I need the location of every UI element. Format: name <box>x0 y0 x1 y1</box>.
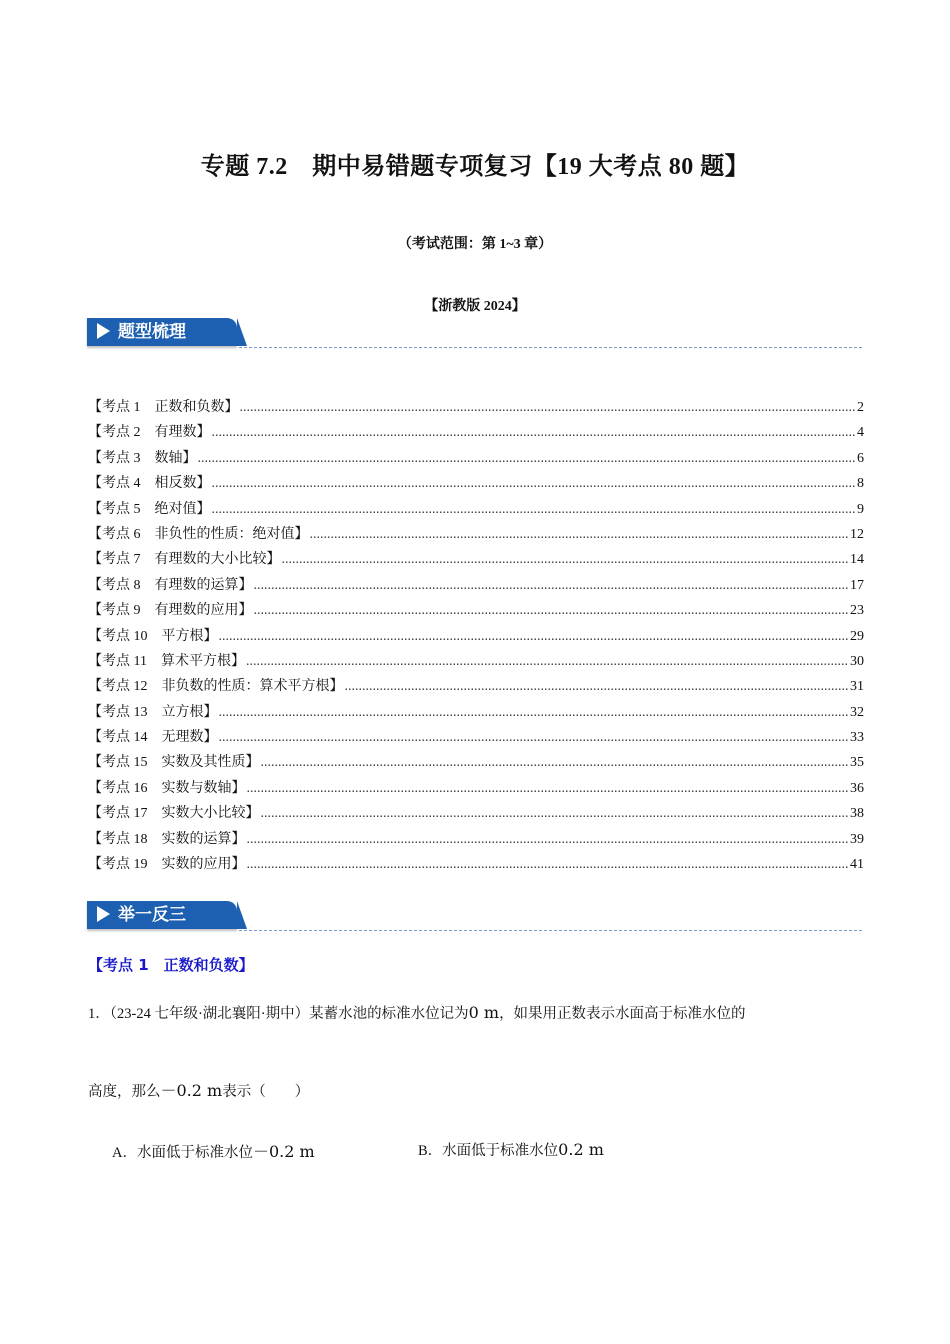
toc-point: 【考点 17 <box>88 806 148 822</box>
toc-entry[interactable] <box>88 472 864 497</box>
toc-entry[interactable] <box>88 777 864 802</box>
toc-entry[interactable] <box>88 726 864 751</box>
toc-title: 有理数】 <box>154 425 211 441</box>
toc-page: 41 <box>850 857 864 873</box>
leader-dots <box>247 781 850 797</box>
toc-title: 相反数】 <box>154 476 211 492</box>
question-text: 某蓄水池的标准水位记为 <box>309 1006 469 1022</box>
toc-page: 30 <box>850 653 864 669</box>
toc-title: 绝对值】 <box>154 501 211 517</box>
toc-page: 38 <box>850 806 864 822</box>
question-line-1 <box>88 1002 746 1023</box>
toc-page: 2 <box>857 400 864 415</box>
question-text: 高度，那么 <box>88 1084 161 1100</box>
toc-title: 非负数的性质：算术平方根】 <box>161 679 344 695</box>
toc-entry[interactable] <box>88 828 864 853</box>
toc-entry[interactable] <box>88 701 864 726</box>
toc-point: 【考点 14 <box>88 730 148 746</box>
math-expression: －0.2 m <box>160 1081 223 1100</box>
banner-label: 题型梳理 <box>118 322 186 342</box>
toc-point: 【考点 10 <box>88 628 148 644</box>
toc-entry[interactable] <box>88 751 864 776</box>
toc-point: 【考点 2 <box>88 425 141 441</box>
option-text: 水面低于标准水位 <box>136 1145 253 1161</box>
toc-page: 14 <box>850 552 864 568</box>
toc-point: 【考点 7 <box>88 552 141 568</box>
toc-entry[interactable] <box>88 523 864 548</box>
toc-title: 实数及其性质】 <box>161 755 260 771</box>
leader-dots <box>310 527 850 543</box>
toc-title: 立方根】 <box>161 704 218 720</box>
leader-dots <box>261 806 850 822</box>
toc-point: 【考点 19 <box>88 857 148 873</box>
toc-title: 实数大小比较】 <box>161 806 260 822</box>
toc-title: 非负性的性质：绝对值】 <box>154 526 309 542</box>
toc-point: 【考点 18 <box>88 831 148 847</box>
leader-dots <box>219 629 850 645</box>
toc-point: 【考点 11 <box>88 653 147 669</box>
leader-dots <box>240 400 857 416</box>
play-triangle-icon <box>97 323 110 339</box>
section-heading: 【考点 1 正数和负数】 <box>88 956 254 974</box>
toc-point: 【考点 12 <box>88 679 148 695</box>
toc-entry[interactable] <box>88 650 864 675</box>
toc-point: 【考点 8 <box>88 577 141 593</box>
toc-title: 平方根】 <box>161 628 218 644</box>
toc-page: 6 <box>857 450 864 466</box>
leader-dots <box>254 578 850 594</box>
toc-title: 有理数的应用】 <box>154 603 253 619</box>
toc-page: 12 <box>850 526 864 542</box>
toc-point: 【考点 3 <box>88 450 141 466</box>
toc-title: 数轴】 <box>154 450 197 466</box>
toc-point: 【考点 9 <box>88 603 141 619</box>
question-number: 1． <box>88 1006 110 1022</box>
toc-page: 33 <box>850 730 864 746</box>
leader-dots <box>198 451 857 467</box>
option-text: 水面低于标准水位 <box>442 1143 559 1159</box>
leader-dots <box>282 552 850 568</box>
question-source: （23-24 七年级·湖北襄阳·期中） <box>109 1006 310 1022</box>
banner-question-types <box>87 318 862 350</box>
leader-dots <box>212 476 857 492</box>
document-title: 专题 7.2 期中易错题专项复习【19 大考点 80 题】 <box>200 154 750 180</box>
leader-dots <box>219 730 850 746</box>
toc-title: 算术平方根】 <box>160 653 245 669</box>
leader-dots <box>246 654 849 670</box>
leader-dots <box>219 705 850 721</box>
leader-dots <box>254 603 850 619</box>
toc-point: 【考点 13 <box>88 704 148 720</box>
toc-title: 有理数的大小比较】 <box>154 552 281 568</box>
toc-entry[interactable] <box>88 853 864 878</box>
toc-page: 23 <box>850 603 864 619</box>
toc-title: 实数的应用】 <box>161 857 246 873</box>
toc-page: 29 <box>850 628 864 644</box>
banner-tab <box>87 318 237 346</box>
option-letter: B． <box>418 1143 443 1159</box>
toc-title: 实数的运算】 <box>161 831 246 847</box>
question-line-2 <box>88 1078 309 1101</box>
toc-point: 【考点 5 <box>88 501 141 517</box>
toc-point: 【考点 1 <box>88 400 141 415</box>
dashed-divider <box>239 930 862 931</box>
edition-label: 【浙教版 2024】 <box>424 299 526 314</box>
toc-entry[interactable] <box>88 498 864 523</box>
toc-title: 无理数】 <box>161 730 218 746</box>
toc-page: 36 <box>850 780 864 796</box>
toc-point: 【考点 15 <box>88 755 148 771</box>
option-letter: A． <box>112 1145 137 1161</box>
leader-dots <box>212 425 857 441</box>
toc-entry[interactable] <box>88 396 864 421</box>
leader-dots <box>212 502 857 518</box>
option-b[interactable] <box>418 1139 604 1160</box>
toc-page: 17 <box>850 577 864 593</box>
leader-dots <box>261 755 850 771</box>
toc-page: 31 <box>850 679 864 695</box>
toc-page: 35 <box>850 755 864 771</box>
dashed-divider <box>239 347 862 348</box>
option-a[interactable] <box>112 1139 315 1162</box>
toc-page: 8 <box>857 476 864 492</box>
toc-entry[interactable] <box>88 599 864 624</box>
question-text: 表示（ ） <box>222 1084 310 1100</box>
leader-dots <box>345 679 850 695</box>
toc-page: 9 <box>857 501 864 517</box>
toc-entry[interactable] <box>88 421 864 446</box>
toc-point: 【考点 16 <box>88 780 148 796</box>
toc-entry[interactable] <box>88 447 864 472</box>
leader-dots <box>247 857 850 873</box>
toc-point: 【考点 6 <box>88 526 141 542</box>
toc-entry[interactable] <box>88 625 864 650</box>
toc-entry[interactable] <box>88 802 864 827</box>
toc-page: 4 <box>857 425 864 441</box>
play-triangle-icon <box>97 906 110 922</box>
toc-point: 【考点 4 <box>88 476 141 492</box>
banner-label: 举一反三 <box>118 905 186 925</box>
leader-dots <box>247 832 850 848</box>
math-expression: 0.2 m <box>558 1140 604 1159</box>
table-of-contents <box>88 396 864 878</box>
toc-entry[interactable] <box>88 574 864 599</box>
toc-entry[interactable] <box>88 675 864 700</box>
banner-tab <box>87 901 237 929</box>
toc-title: 有理数的运算】 <box>154 577 253 593</box>
toc-page: 39 <box>850 831 864 847</box>
exam-scope: （考试范围：第 1~3 章） <box>397 237 553 252</box>
math-expression: －0.2 m <box>252 1142 315 1161</box>
toc-page: 32 <box>850 704 864 720</box>
toc-entry[interactable] <box>88 548 864 573</box>
banner-practice <box>87 901 862 933</box>
question-text: ，如果用正数表示水面高于标准水位的 <box>499 1006 746 1022</box>
toc-title: 正数和负数】 <box>154 400 239 415</box>
math-expression: 0 m <box>468 1003 500 1022</box>
toc-title: 实数与数轴】 <box>161 780 246 796</box>
